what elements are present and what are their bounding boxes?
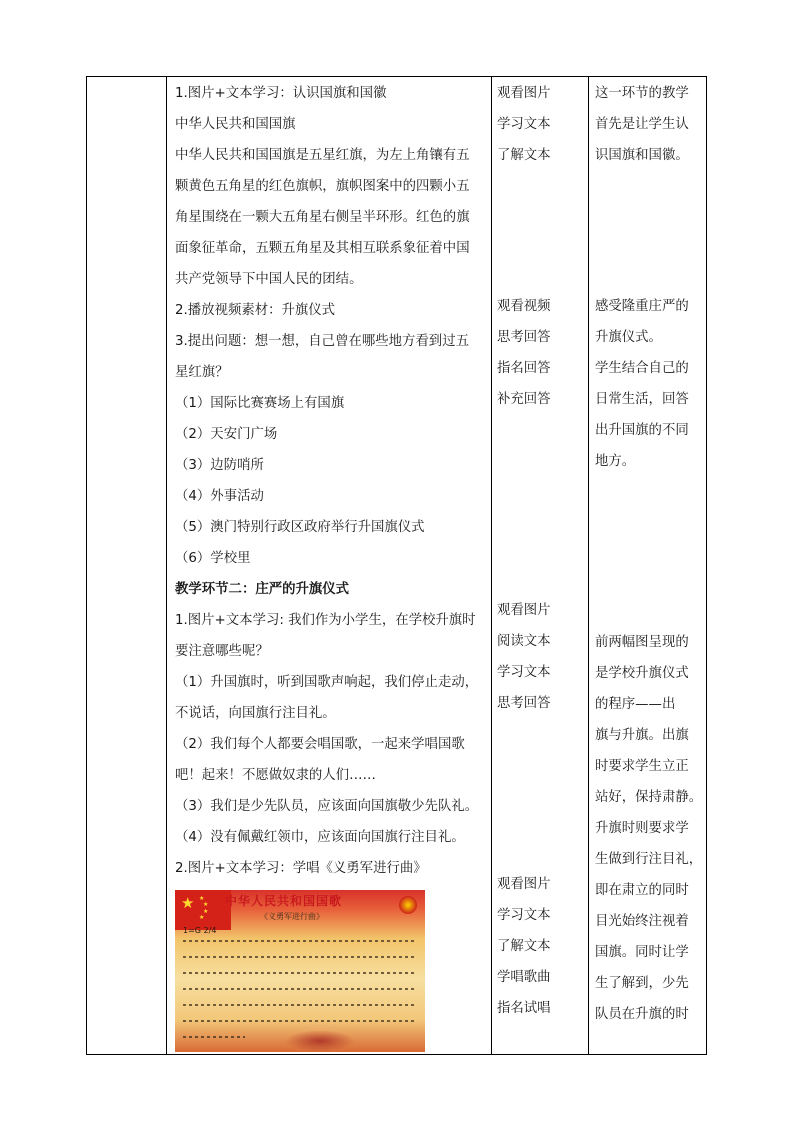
text-line: 生做到行注目礼， <box>595 852 703 867</box>
text-line: 升旗仪式。 <box>595 330 662 345</box>
text-line: 学生结合自己的 <box>595 361 689 376</box>
text-line: 日常生活，回答 <box>595 392 689 407</box>
student-activity-column <box>497 77 589 1024</box>
text-line: 学习文本 <box>497 665 551 680</box>
text-line: 队员在升旗的时 <box>595 1007 689 1022</box>
text-line: 1.图片+文本学习: 我们作为小学生，在学校升旗时 <box>175 613 476 628</box>
text-line: 观看图片 <box>497 603 551 618</box>
text-line: 识国旗和国徽。 <box>595 148 689 163</box>
notation-line <box>183 1004 417 1006</box>
notation-line <box>183 1036 245 1038</box>
text-line: 是学校升旗仪式 <box>595 666 689 681</box>
spacer <box>497 779 589 809</box>
lesson-table <box>86 76 707 1055</box>
text-line: 不说话，向国旗行注目礼。 <box>175 706 336 721</box>
spacer <box>595 477 705 507</box>
national-anthem-score-image <box>175 890 425 1052</box>
star-icon: ★ <box>199 895 205 902</box>
spacer <box>497 201 589 231</box>
text-line: 观看图片 <box>497 877 551 892</box>
text-line: 思考回答 <box>497 330 551 345</box>
text-line: 国旗。同时让学 <box>595 945 689 960</box>
spacer <box>595 171 705 201</box>
text-line: 升旗时则要求学 <box>595 821 689 836</box>
text-line: 中华人民共和国国旗 <box>175 117 296 132</box>
notation-line <box>183 972 417 974</box>
text-line: 了解文本 <box>497 939 551 954</box>
text-line: 了解文本 <box>497 148 551 163</box>
text-line: 指名试唱 <box>497 1001 551 1016</box>
text-line: 感受隆重庄严的 <box>595 299 689 314</box>
text-line: 学习文本 <box>497 908 551 923</box>
text-line: （4）没有佩戴红领巾，应该面向国旗行注目礼。 <box>175 830 465 845</box>
text-line: 面象征革命，五颗五角星及其相互联系象征着中国 <box>175 241 470 256</box>
text-line: （1）国际比赛赛场上有国旗 <box>175 396 345 411</box>
text-line: 要注意哪些呢？ <box>175 644 269 659</box>
teaching-content-column <box>175 77 495 1052</box>
score-title: 中华人民共和国国歌 <box>225 894 343 908</box>
text-line: （2）我们每个人都要会唱国歌，一起来学唱国歌 <box>175 737 465 752</box>
text-line: 学习文本 <box>497 117 551 132</box>
text-line: 吧！起来！不愿做奴隶的人们…… <box>175 768 376 783</box>
spacer <box>595 597 705 627</box>
text-line: （2）天安门广场 <box>175 427 278 442</box>
text-line: 观看图片 <box>497 86 551 101</box>
spacer <box>595 537 705 567</box>
spacer <box>497 535 589 565</box>
text-line: 前两幅图呈现的 <box>595 635 689 650</box>
spacer <box>595 567 705 597</box>
text-line: 思考回答 <box>497 696 551 711</box>
text-line: 的程序——出 <box>595 697 676 712</box>
text-line: 3.提出问题：想一想，自己曾在哪些地方看到过五 <box>175 334 469 349</box>
spacer <box>497 231 589 261</box>
spacer <box>497 505 589 535</box>
text-line: 这一环节的教学 <box>595 86 689 101</box>
spacer <box>497 839 589 869</box>
notation-line <box>183 956 417 958</box>
text-line: 2.图片+文本学习：学唱《义勇军进行曲》 <box>175 861 427 876</box>
text-line: 指名回答 <box>497 361 551 376</box>
notation-line <box>183 1020 417 1022</box>
text-line: 角星围绕在一颗大五角星右侧呈半环形。红色的旗 <box>175 210 470 225</box>
text-line: 中华人民共和国国旗是五星红旗，为左上角镶有五 <box>175 148 470 163</box>
text-line: （5）澳门特别行政区政府举行升国旗仪式 <box>175 520 425 535</box>
spacer <box>497 809 589 839</box>
text-line: 观看视频 <box>497 299 551 314</box>
section-heading: 教学环节二：庄严的升旗仪式 <box>175 582 350 597</box>
spacer <box>595 507 705 537</box>
national-emblem-icon <box>399 896 417 914</box>
spacer <box>497 749 589 779</box>
text-line: 旗与升旗。出旗 <box>595 728 689 743</box>
spacer <box>595 261 705 291</box>
text-line: 补充回答 <box>497 392 551 407</box>
spacer <box>595 201 705 231</box>
text-line: 即在肃立的同时 <box>595 883 689 898</box>
text-line: 时要求学生立正 <box>595 759 689 774</box>
notation-line <box>183 940 417 942</box>
spacer <box>595 231 705 261</box>
score-key: 1=G 2/4 <box>183 926 217 935</box>
spacer <box>497 415 589 445</box>
text-line: 目光始终注视着 <box>595 914 689 929</box>
spacer <box>497 445 589 475</box>
decoration <box>285 1030 355 1052</box>
spacer <box>497 475 589 505</box>
text-line: 阅读文本 <box>497 634 551 649</box>
text-line: 首先是让学生认 <box>595 117 689 132</box>
spacer <box>497 565 589 595</box>
column-divider <box>166 77 167 1054</box>
text-line: 颗黄色五角星的红色旗帜，旗帜图案中的四颗小五 <box>175 179 470 194</box>
spacer <box>497 171 589 201</box>
star-icon: ★ <box>203 908 209 915</box>
text-line: 生了解到，少先 <box>595 976 689 991</box>
spacer <box>497 261 589 291</box>
text-line: （3）边防哨所 <box>175 458 264 473</box>
notation-line <box>183 988 417 990</box>
score-subtitle: 《义勇军进行曲》 <box>260 912 324 921</box>
text-line: 地方。 <box>595 454 636 469</box>
text-line: 星红旗？ <box>175 365 229 380</box>
spacer <box>497 719 589 749</box>
star-icon: ★ <box>199 914 205 921</box>
text-line: （6）学校里 <box>175 551 251 566</box>
text-line: 1.图片+文本学习：认识国旗和国徽 <box>175 86 387 101</box>
star-icon: ★ <box>203 901 209 908</box>
text-line: （3）我们是少先队员，应该面向国旗敬少先队礼。 <box>175 799 479 814</box>
text-line: （4）外事活动 <box>175 489 264 504</box>
text-line: 学唱歌曲 <box>497 970 551 985</box>
design-intent-column <box>595 77 705 1030</box>
text-line: 站好，保持肃静。 <box>595 790 703 805</box>
text-line: （1）升国旗时，听到国歌声响起，我们停止走动， <box>175 675 479 690</box>
text-line: 出升国旗的不同 <box>595 423 689 438</box>
star-icon: ★ <box>181 894 195 912</box>
text-line: 2.播放视频素材：升旗仪式 <box>175 303 336 318</box>
text-line: 共产党领导下中国人民的团结。 <box>175 272 363 287</box>
